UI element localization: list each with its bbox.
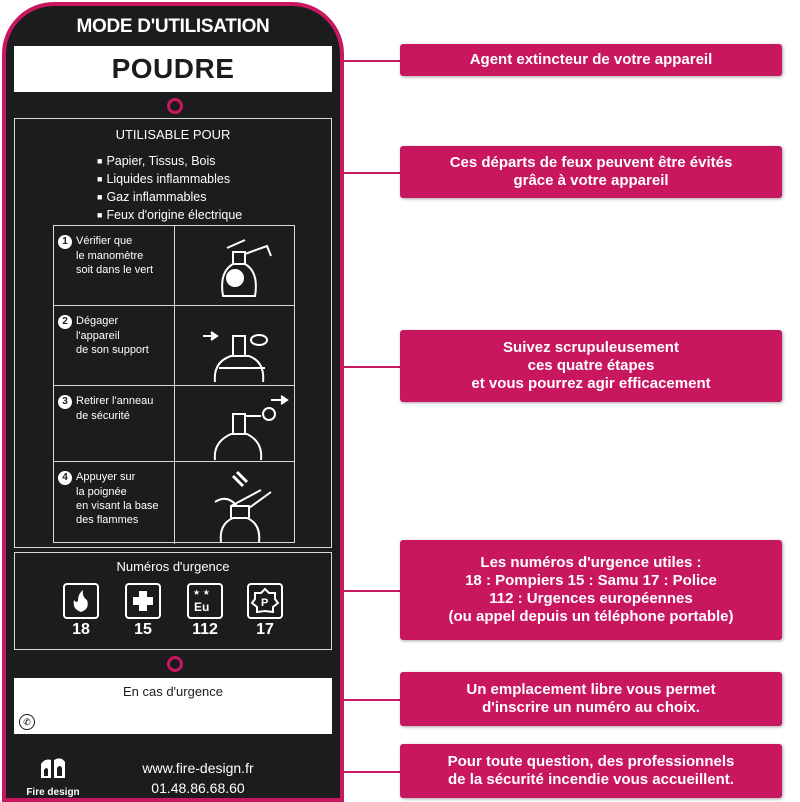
phone-icon: ✆ — [19, 714, 35, 730]
svg-text:★ ★: ★ ★ — [193, 588, 210, 597]
connector-line — [340, 771, 400, 773]
emergency-item-police — [245, 583, 285, 639]
step-1 — [54, 226, 294, 306]
connector-line — [340, 590, 400, 592]
callout-agent — [400, 44, 782, 76]
usable-list — [97, 153, 242, 225]
mounting-hole-icon — [167, 656, 183, 672]
callout-text: Pour toute question, des professionnels de la sécurité incendie vous accueillent. — [447, 753, 735, 788]
emergency-number: 17 — [256, 621, 274, 638]
callout-text: Un emplacement libre vous permet d'inscrire un numéro au choix. — [466, 681, 716, 716]
step-text: Vérifier que — [76, 235, 133, 247]
callout-text: Ces départs de feux peuvent être évités grâce à votre appareil — [449, 154, 733, 189]
step-text: en visant la base — [76, 500, 159, 512]
step-number: 1 — [58, 235, 72, 249]
step-number: 3 — [58, 395, 72, 409]
fire-icon — [63, 583, 99, 619]
agent-type: POUDRE — [14, 46, 332, 92]
emergency-number: 15 — [134, 621, 152, 638]
step-text: l'appareil — [76, 330, 120, 342]
step-4 — [54, 462, 294, 544]
callout-usage — [400, 146, 782, 198]
connector-line — [340, 366, 400, 368]
extinguisher-label — [2, 2, 344, 802]
usable-item: ■ Liquides inflammables — [97, 171, 242, 189]
logo-text: Fire design — [26, 787, 80, 798]
eu-stars-icon — [187, 583, 223, 619]
emergency-title: Numéros d'urgence — [116, 559, 230, 574]
step-text: le manomètre — [76, 250, 144, 262]
press-handle-icon — [174, 462, 296, 544]
step-text: Retirer l'anneau — [76, 395, 154, 407]
callout-contact — [400, 744, 782, 798]
logo-icon — [39, 754, 67, 780]
label-header: MODE D'UTILISATION — [76, 16, 270, 37]
step-2 — [54, 306, 294, 386]
callout-text: Suivez scrupuleusement ces quatre étapes et vous pourrez agir efficacement — [471, 339, 711, 392]
contact-info — [98, 758, 298, 798]
police-badge-icon — [247, 583, 283, 619]
website-link[interactable]: www.fire-design.fr — [142, 760, 254, 776]
step-text: des flammes — [76, 514, 139, 526]
medical-cross-icon — [125, 583, 161, 619]
emergency-number: 18 — [72, 621, 90, 638]
step-text: de son support — [76, 344, 149, 356]
emergency-numbers-panel — [14, 552, 332, 650]
emergency-note-box[interactable] — [14, 678, 332, 734]
usable-item: ■ Gaz inflammables — [97, 189, 242, 207]
callout-emergency-numbers — [400, 540, 782, 640]
connector-line — [340, 699, 400, 701]
mounting-hole-icon — [167, 98, 183, 114]
usable-item: ■ Feux d'origine électrique — [97, 207, 242, 225]
step-text: Dégager — [76, 315, 119, 327]
svg-text:Eu: Eu — [194, 600, 210, 614]
connector-line — [340, 60, 400, 62]
step-3 — [54, 386, 294, 462]
callout-text: Les numéros d'urgence utiles : 18 : Pompiers 15 : Samu 17 : Police 112 : Urgences européennes (ou appel depuis un téléphone portable) — [448, 554, 734, 625]
connector-line — [340, 172, 400, 174]
steps-grid — [53, 225, 295, 543]
gauge-check-icon — [174, 226, 296, 305]
callout-steps — [400, 330, 782, 402]
svg-text:P: P — [261, 597, 269, 609]
emergency-item-medical — [123, 583, 163, 639]
step-text: la poignée — [76, 486, 127, 498]
emergency-note-title: En cas d'urgence — [122, 684, 224, 699]
step-number: 2 — [58, 315, 72, 329]
emergency-number: 112 — [192, 621, 218, 638]
step-text: soit dans le vert — [76, 264, 154, 276]
remove-safety-pin-icon — [174, 386, 296, 461]
callout-free-slot — [400, 672, 782, 726]
brand-logo — [18, 754, 88, 798]
step-number: 4 — [58, 471, 72, 485]
usage-panel — [14, 118, 332, 548]
remove-support-icon — [174, 306, 296, 385]
step-text: Appuyer sur — [76, 471, 136, 483]
emergency-item-fire — [61, 583, 101, 639]
step-text: de sécurité — [76, 410, 130, 422]
emergency-item-eu — [185, 583, 225, 639]
usable-item: ■ Papier, Tissus, Bois — [97, 153, 242, 171]
callout-text: Agent extincteur de votre appareil — [469, 51, 713, 68]
phone-number: 01.48.86.68.60 — [151, 780, 245, 796]
usable-title: UTILISABLE POUR — [115, 127, 231, 142]
